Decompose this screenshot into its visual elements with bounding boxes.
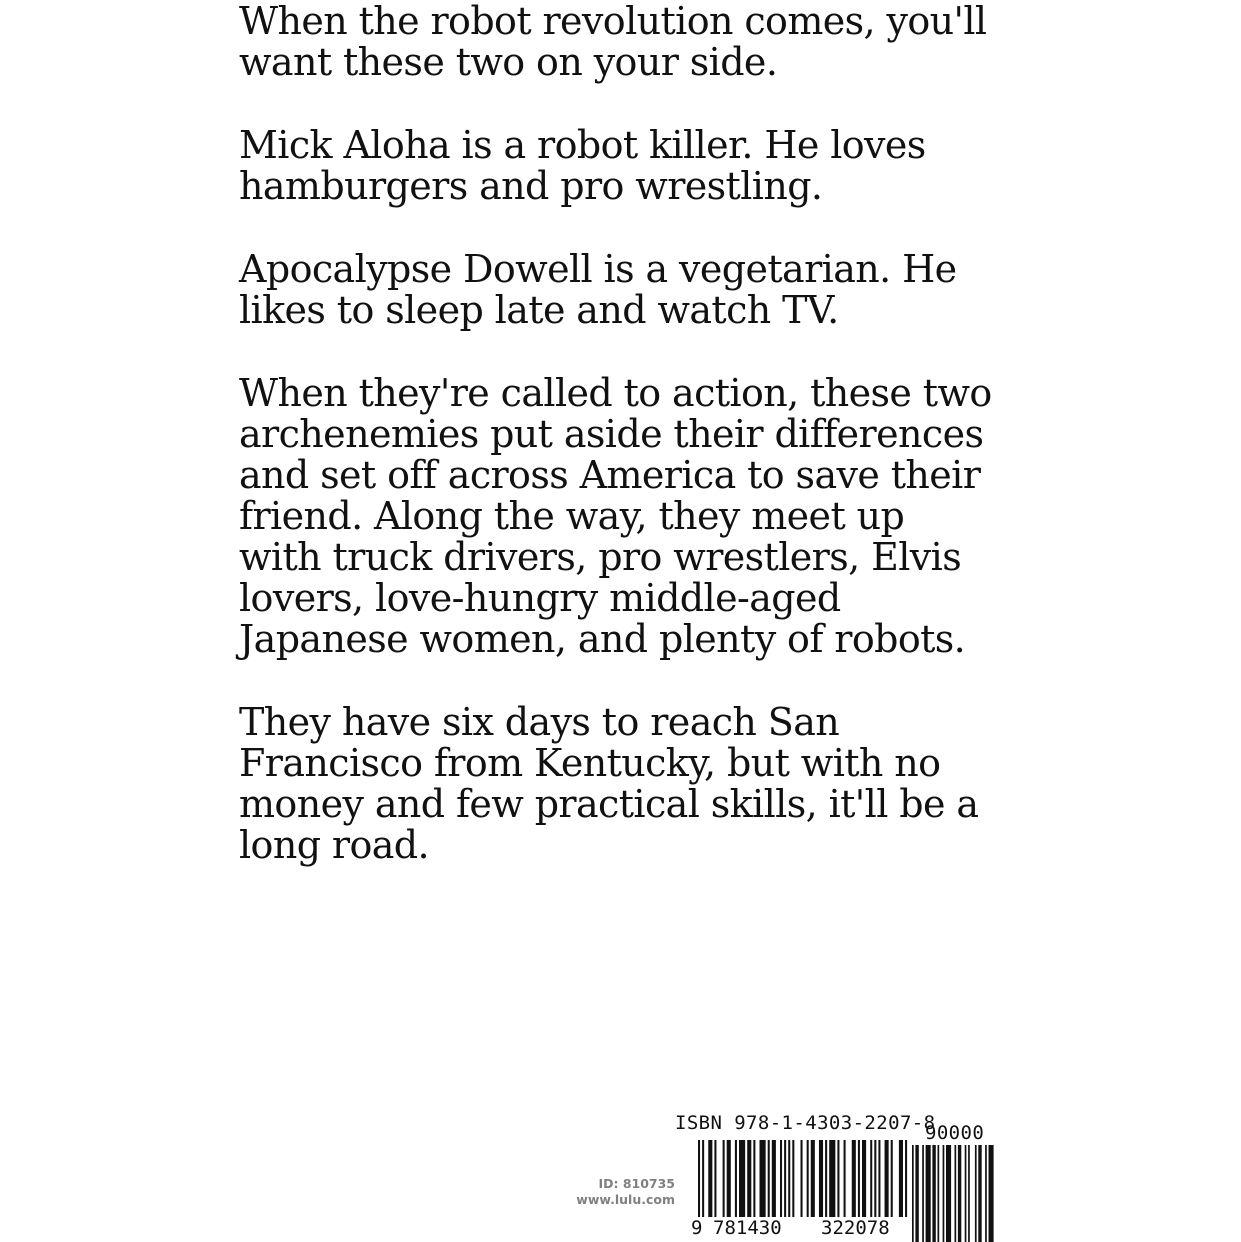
barcode-bar (852, 1140, 856, 1217)
publisher-id: ID: 810735 (598, 1176, 675, 1191)
barcode-bar (723, 1140, 725, 1217)
barcode-bar (958, 1145, 961, 1242)
blurb-paragraph: When they're called to action, these two archenemies put aside their differences and set off across America to save their friend. Along the way, they meet up with truck drivers, pro wrestlers, Elvis lovers, love-hungry middle-aged Japanese women, and plenty of robots. (239, 371, 992, 661)
barcode-bar (870, 1140, 872, 1217)
barcode-bar (965, 1145, 967, 1242)
barcode-bar (885, 1140, 889, 1217)
barcode-bar (978, 1145, 981, 1242)
barcode-bar (760, 1140, 766, 1217)
barcode-bar (837, 1140, 839, 1217)
barcode-bar (780, 1140, 782, 1217)
barcode-bar (819, 1140, 823, 1217)
barcode-bar (739, 1140, 745, 1217)
barcode-bar (807, 1140, 809, 1217)
back-cover-blurb (239, 0, 1169, 908)
barcode-bar (862, 1140, 866, 1217)
barcode-bar (922, 1145, 924, 1242)
barcode-bar (891, 1140, 893, 1217)
barcode-bar (801, 1140, 803, 1217)
barcode-bar (932, 1145, 935, 1242)
barcode-bar (968, 1145, 970, 1242)
barcode-bar (946, 1145, 951, 1242)
barcode-bar (708, 1140, 712, 1217)
barcode-bar (825, 1140, 827, 1217)
barcode-bar (915, 1145, 918, 1242)
barcode-bar (905, 1140, 907, 1217)
barcode-bar (714, 1140, 716, 1217)
barcode-bar (753, 1140, 755, 1217)
barcode-bar (784, 1140, 786, 1217)
barcode-bar (768, 1140, 770, 1217)
barcode-digit-lead: 9 (691, 1217, 703, 1239)
isbn-barcode (675, 1112, 1005, 1242)
publisher-stamp (555, 1176, 675, 1208)
blurb-paragraph: Apocalypse Dowell is a vegetarian. He likes to sleep late and watch TV. (239, 247, 957, 332)
price-code: 90000 (925, 1122, 985, 1144)
barcode-bar (955, 1145, 957, 1242)
barcode-bar (844, 1140, 846, 1217)
barcode-bar (747, 1140, 751, 1217)
barcode-bar (912, 1145, 914, 1242)
addon-barcode-bars (912, 1145, 998, 1242)
barcode-bar (989, 1145, 994, 1242)
barcode-bar (899, 1140, 903, 1217)
barcode-bar (811, 1140, 815, 1217)
barcode-bar (926, 1145, 931, 1242)
isbn-label: ISBN 978-1-4303-2207-8 (675, 1112, 936, 1134)
blurb-paragraph: They have six days to reach San Francisco from Kentucky, but with no money and few practical skills, it'll be a long road. (239, 700, 979, 867)
barcode-bar (943, 1145, 945, 1242)
barcode-bar (938, 1145, 940, 1242)
barcode-bar (735, 1140, 737, 1217)
barcode-bar (975, 1145, 977, 1242)
barcode-bar (829, 1140, 835, 1217)
barcode-bar (788, 1140, 790, 1217)
publisher-website: www.lulu.com (576, 1192, 675, 1207)
barcode-bar (985, 1145, 987, 1242)
barcode-bar (858, 1140, 860, 1217)
barcode-digits (691, 1217, 911, 1237)
barcode-bar (772, 1140, 776, 1217)
blurb-paragraph: Mick Aloha is a robot killer. He loves hamburgers and pro wrestling. (239, 123, 926, 208)
barcode-digits-right: 322078 (821, 1217, 890, 1239)
barcode-bar (792, 1140, 794, 1217)
blurb-paragraph: When the robot revolution comes, you'll want these two on your side. (239, 0, 987, 84)
barcode-bar (727, 1140, 731, 1217)
barcode-digits-left: 781430 (713, 1217, 782, 1239)
